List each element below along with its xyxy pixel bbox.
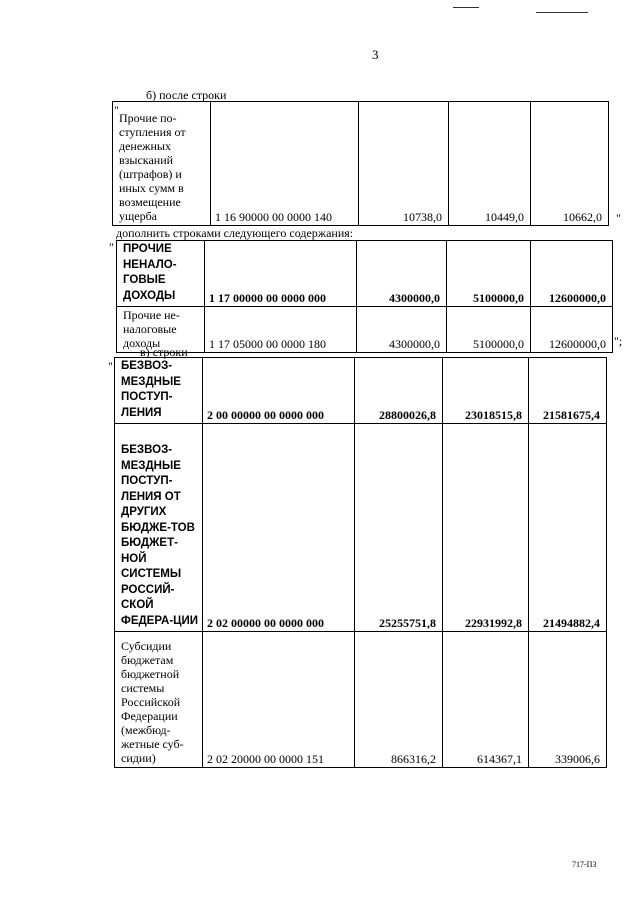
scan-mark (536, 12, 588, 13)
table-row (113, 102, 609, 226)
scan-mark (453, 7, 479, 8)
table-row (117, 241, 613, 307)
cell-name: ПРОЧИЕ НЕНАЛО-ГОВЫЕ ДОХОДЫ (117, 241, 205, 307)
cell-value-3: 339006,6 (529, 632, 607, 768)
cell-code: 1 16 90000 00 0000 140 (211, 102, 359, 226)
cell-value-2: 23018515,8 (443, 358, 529, 424)
cell-value-1: 28800026,8 (355, 358, 443, 424)
cell-value-2: 5100000,0 (447, 307, 531, 353)
cell-code: 2 02 20000 00 0000 151 (203, 632, 355, 768)
quote-open: " (114, 103, 119, 117)
quote-open: " (108, 359, 113, 373)
cell-value-3: 21494882,4 (529, 424, 607, 632)
cell-name: Прочие не-налоговые доходы (117, 307, 205, 353)
table-2 (116, 240, 613, 353)
cell-value-2: 5100000,0 (447, 241, 531, 307)
table-row (117, 307, 613, 353)
cell-value-3: 12600000,0 (531, 241, 613, 307)
cell-value-3: 10662,0 (531, 102, 609, 226)
table-row (115, 632, 607, 768)
cell-code: 2 00 00000 00 0000 000 (203, 358, 355, 424)
caption-add-rows: дополнить строками следующего содержания: (116, 226, 354, 240)
cell-value-1: 4300000,0 (357, 241, 447, 307)
cell-value-1: 866316,2 (355, 632, 443, 768)
cell-name: БЕЗВОЗ-МЕЗДНЫЕ ПОСТУП-ЛЕНИЯ (115, 358, 203, 424)
cell-value-1: 10738,0 (359, 102, 449, 226)
cell-value-2: 22931992,8 (443, 424, 529, 632)
footer-code: 717-П3 (572, 860, 597, 869)
cell-value-3: 21581675,4 (529, 358, 607, 424)
table-row (115, 424, 607, 632)
cell-name: Субсидии бюджетам бюджетной системы Российской Федерации (межбюд-жетные суб-сидии) (115, 632, 203, 768)
cell-value-1: 25255751,8 (355, 424, 443, 632)
table-row (115, 358, 607, 424)
caption-rows-v: в) строки (140, 345, 188, 359)
cell-value-3: 12600000,0 (531, 307, 613, 353)
cell-name: БЕЗВОЗ-МЕЗДНЫЕ ПОСТУП-ЛЕНИЯ ОТ ДРУГИХ БЮДЖЕ-ТОВ БЮДЖЕТ-НОЙ СИСТЕМЫ РОССИЙ-СКОЙ ФЕДЕРА-ЦИИ (115, 424, 203, 632)
page-number: 3 (372, 47, 379, 62)
cell-code: 1 17 05000 00 0000 180 (205, 307, 357, 353)
quote-close: " (616, 211, 621, 225)
cell-code: 2 02 00000 00 0000 000 (203, 424, 355, 632)
cell-name: Прочие по-ступления от денежных взысканий (штрафов) и иных сумм в возмещение ущерба (113, 102, 211, 226)
cell-value-1: 4300000,0 (357, 307, 447, 353)
table-3 (114, 357, 607, 768)
caption-after-row: б) после строки (146, 88, 227, 102)
cell-value-2: 614367,1 (443, 632, 529, 768)
quote-open: " (109, 240, 114, 254)
quote-close-semicolon: "; (614, 334, 623, 348)
cell-code: 1 17 00000 00 0000 000 (205, 241, 357, 307)
table-1 (112, 101, 609, 226)
cell-value-2: 10449,0 (449, 102, 531, 226)
